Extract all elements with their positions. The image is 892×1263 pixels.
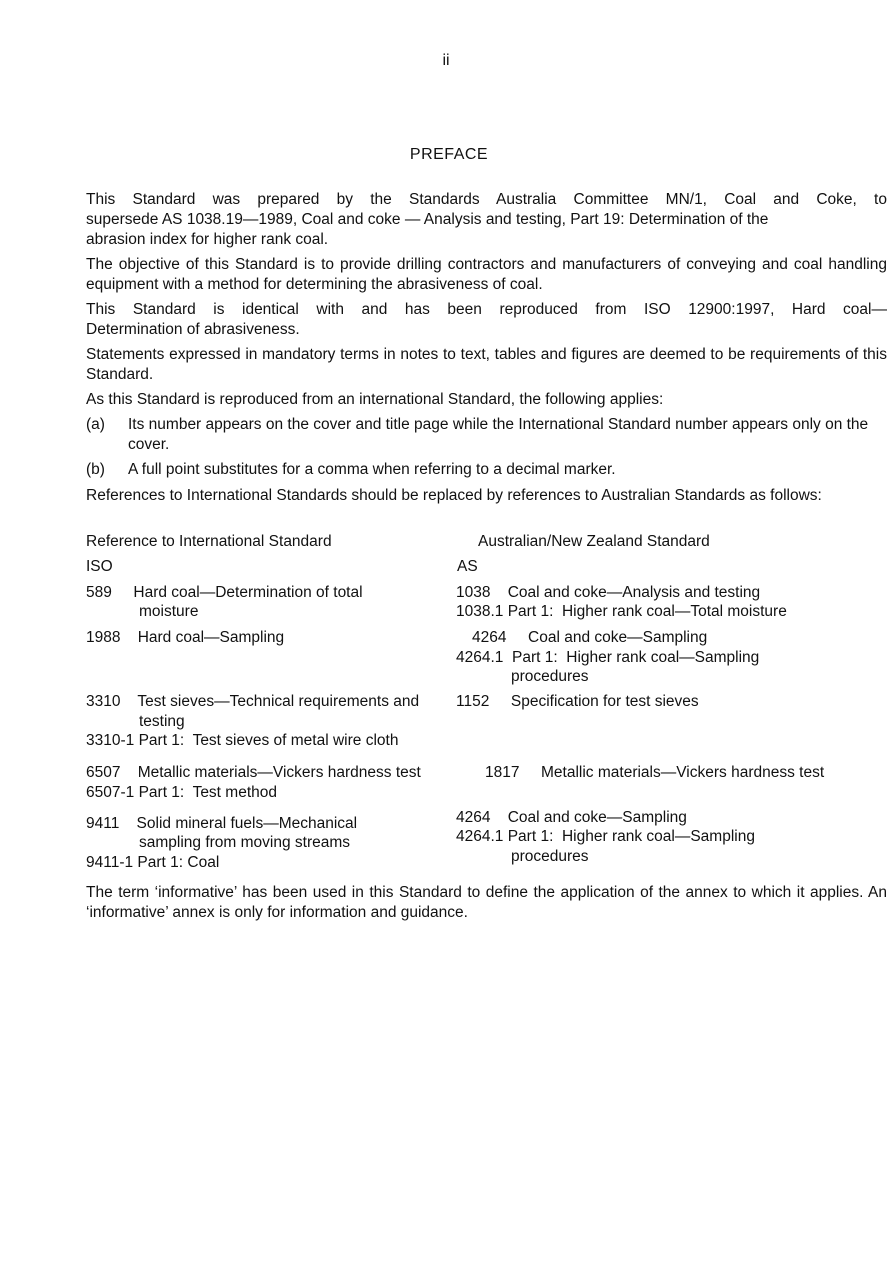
list-item-label: (a) [86,416,105,433]
iso-6507: 6507 Metallic materials—Vickers hardness test [86,764,421,781]
preface-paragraph-6: References to International Standards should be replaced by references to Australian Standards as follows: [86,487,822,504]
iso-3310: 3310 Test sieves—Technical requirements and [86,693,420,710]
preface-paragraph-3-line-2: Determination of abrasiveness. [86,321,300,338]
preface-paragraph-4: Statements expressed in mandatory terms in notes to text, tables and figures are deemed to be requirements of this Standard. [86,346,887,383]
table-header-international: Reference to International Standard [86,533,332,550]
list-item-label: (b) [86,461,105,478]
preface-paragraph-2: The objective of this Standard is to provide drilling contractors and manufacturers of conveying and coal handling equipment with a method for determining the abrasiveness of coal. [86,256,887,293]
preface-paragraph-7: The term ‘informative’ has been used in this Standard to define the application of the annex to which it applies. An ‘informative’ annex is only for information and guidance. [86,884,887,921]
preface-paragraph-1-line-2: supersede AS 1038.19—1989, Coal and coke — Analysis and testing, Part 19: Determination of the [86,211,769,228]
iso-9411: 9411 Solid mineral fuels—Mechanical [86,815,358,832]
preface-paragraph-1-line-1: This Standard was prepared by the Standards Australia Committee MN/1, Coal and Coke, to [86,191,887,208]
as-4264-1-a-cont: procedures [511,668,589,685]
as-1817: 1817 Metallic materials—Vickers hardness test [485,764,825,781]
table-header-australian: Australian/New Zealand Standard [478,533,710,550]
table-subheader-iso: ISO [86,558,113,575]
iso-3310-1: 3310-1 Part 1: Test sieves of metal wire cloth [86,732,399,749]
as-4264-a: 4264 Coal and coke—Sampling [472,629,708,646]
iso-6507-1: 6507-1 Part 1: Test method [86,784,277,801]
iso-589-cont: moisture [139,603,199,620]
iso-1988: 1988 Hard coal—Sampling [86,629,285,646]
iso-589: 589 Hard coal—Determination of total [86,584,363,601]
preface-paragraph-1-line-3: abrasion index for higher rank coal. [86,231,329,248]
table-subheader-as: AS [457,558,478,575]
iso-9411-cont: sampling from moving streams [139,834,351,851]
as-1038: 1038 Coal and coke—Analysis and testing [456,584,761,601]
iso-3310-cont: testing [139,713,185,730]
as-4264-1-b: 4264.1 Part 1: Higher rank coal—Sampling [456,828,755,845]
as-1038-1: 1038.1 Part 1: Higher rank coal—Total moisture [456,603,787,620]
as-1152: 1152 Specification for test sieves [456,693,699,710]
as-4264-1-a: 4264.1 Part 1: Higher rank coal—Sampling [456,649,760,666]
page-title: PREFACE [409,146,489,163]
preface-paragraph-5: As this Standard is reproduced from an international Standard, the following applies: [86,391,664,408]
preface-paragraph-3-line-1: This Standard is identical with and has been reproduced from ISO 12900:1997, Hard coal— [86,301,887,318]
iso-9411-1: 9411-1 Part 1: Coal [86,854,220,871]
list-item-text: A full point substitutes for a comma when referring to a decimal marker. [128,461,616,478]
page-number: ii [442,52,450,69]
list-item-text: Its number appears on the cover and title page while the International Standard number appears only on the cover. [128,416,869,453]
as-4264-b: 4264 Coal and coke—Sampling [456,809,687,826]
as-4264-1-b-cont: procedures [511,848,589,865]
